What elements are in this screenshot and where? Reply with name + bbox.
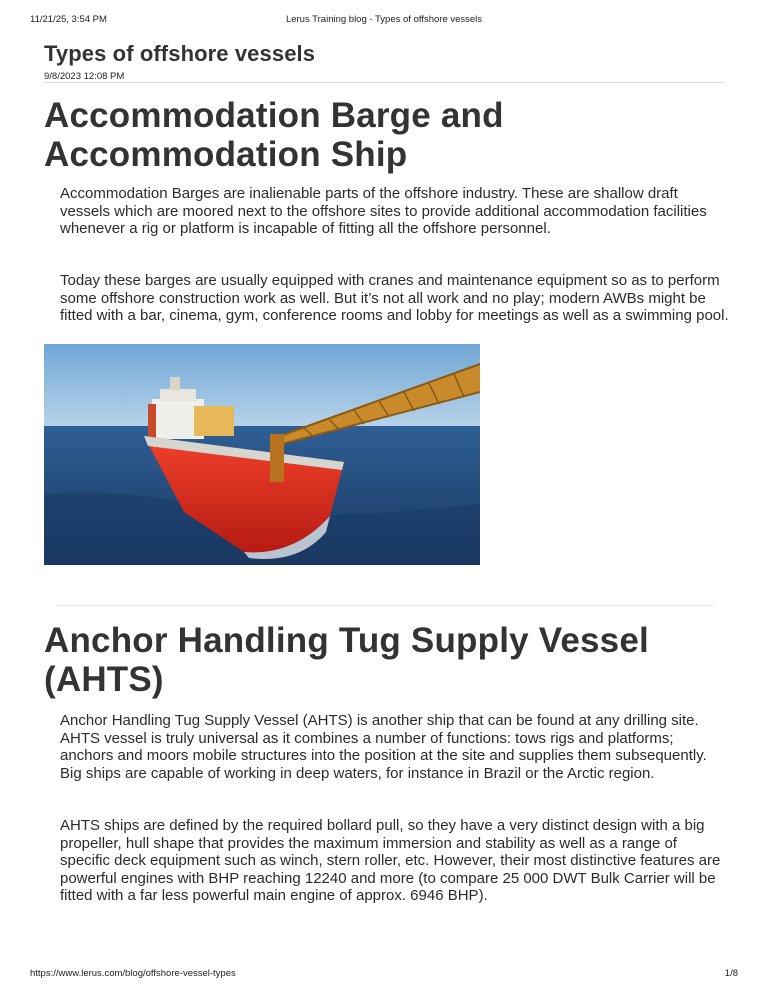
paragraph: Accommodation Barges are inalienable parts of the offshore industry. These are shallow draft vessels which are moored next to the offshore sites to provide additional accommodation facilities whenever a rig or platform is incapable of fitting all the offshore personnel. — [60, 185, 707, 238]
section-heading-ahts: Anchor Handling Tug Supply Vessel (AHTS) — [44, 621, 649, 699]
paragraph: Today these barges are usually equipped with cranes and maintenance equipment so as to perform some offshore construction work as well. But it’s not all work and no play; modern AWBs might be fitted with a bar, cinema, gym, conference rooms and lobby for meetings as well as a swimming pool. — [60, 272, 729, 325]
section-divider — [56, 605, 714, 606]
page-number: 1/8 — [724, 968, 738, 979]
print-datetime: 11/21/25, 3:54 PM — [30, 14, 107, 25]
divider — [44, 82, 724, 83]
print-page-title: Lerus Training blog - Types of offshore vessels — [285, 14, 483, 25]
page-url: https://www.lerus.com/blog/offshore-vessel-types — [30, 968, 236, 979]
accommodation-ship-photo — [44, 344, 480, 565]
paragraph: AHTS ships are defined by the required bollard pull, so they have a very distinct design with a big propeller, hull shape that provides the maximum immersion and stability as well as a range of specific deck equipment such as winch, stern roller, etc. However, their most distinctive features are powerful engines with BHP reaching 12240 and more (to compare 25 000 DWT Bulk Carrier will be fitted with a far less powerful main engine of approx. 6946 BHP). — [60, 817, 721, 905]
print-footer — [0, 968, 768, 982]
article-title: Types of offshore vessels — [44, 41, 316, 66]
print-header — [0, 14, 768, 28]
paragraph: Anchor Handling Tug Supply Vessel (AHTS) is another ship that can be found at any drilling site. AHTS vessel is truly universal as it combines a number of functions: tows rigs and platforms; anchors and moors mobile structures into the position at the site and supplies them subsequently. Big ships are capable of working in deep waters, for instance in Brazil or the Arctic region. — [60, 712, 707, 782]
post-date: 9/8/2023 12:08 PM — [44, 71, 125, 82]
section-heading-accommodation: Accommodation Barge and Accommodation Ship — [44, 96, 504, 174]
